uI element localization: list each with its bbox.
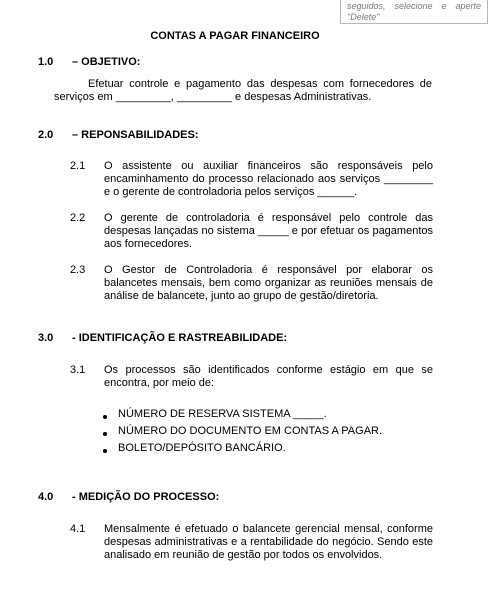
item-2-3-number: 2.3 (70, 264, 86, 276)
bullet-2-text: NÚMERO DO DOCUMENTO EM CONTAS A PAGAR. (118, 425, 383, 437)
section-1-title: – OBJETIVO: (72, 56, 141, 68)
section-3-title: - IDENTIFICAÇÃO E RASTREABILIDADE: (72, 332, 288, 344)
bullet-1-text: NÚMERO DE RESERVA SISTEMA _____. (118, 408, 327, 420)
tooltip-line-2: "Delete" (347, 12, 380, 22)
section-4-title: - MEDIÇÃO DO PROCESSO: (72, 491, 220, 503)
section-1-paragraph: Efetuar controle e pagamento das despesas com fornecedores de serviços em _________, _________ e despesas Administrativas. (54, 78, 432, 103)
section-1-number: 1.0 (38, 56, 54, 68)
item-3-1-number: 3.1 (70, 364, 86, 376)
tooltip-box (340, 0, 488, 24)
item-4-1-text: Mensalmente é efetuado o balancete gerencial mensal, conforme despesas administrativas e a rentabilidade do negócio. Sendo este analisado em reunião de gestão por todos os envolvidos. (104, 523, 433, 561)
bullet-3-marker (103, 444, 107, 456)
item-3-1-text: Os processos são identificados conforme estágio em que se encontra, por meio de: (104, 364, 433, 389)
item-2-2-number: 2.2 (70, 212, 86, 224)
document-title: CONTAS A PAGAR FINANCEIRO (150, 30, 320, 42)
section-3-number: 3.0 (38, 332, 54, 344)
item-4-1-number: 4.1 (70, 523, 86, 535)
item-2-1-text: O assistente ou auxiliar financeiros são responsáveis pelo encaminhamento do processo relacionado aos serviços ________ e o gerente de controladoria pelos serviços ______. (104, 160, 433, 198)
section-4-number: 4.0 (38, 491, 54, 503)
bullet-3-text: BOLETO/DEPÓSITO BANCÁRIO. (118, 442, 286, 454)
bullet-2-marker (103, 427, 107, 439)
item-2-2-text: O gerente de controladoria é responsável pelo controle das despesas lançadas no sistema _____ e por efetuar os pagamentos aos fornecedores. (104, 212, 433, 250)
tooltip-line-1: seguidos, selecione e aperte (347, 1, 481, 11)
item-2-1-number: 2.1 (70, 160, 86, 172)
section-2-number: 2.0 (38, 129, 54, 141)
bullet-1-marker (103, 410, 107, 422)
item-2-3-text: O Gestor de Controladoria é responsável por elaborar os balancetes mensais, bem como organizar as reuniões mensais de análise de balancete, junto ao grupo de gestão/diretoria. (104, 264, 433, 302)
section-2-title: – REPONSABILIDADES: (72, 129, 199, 141)
